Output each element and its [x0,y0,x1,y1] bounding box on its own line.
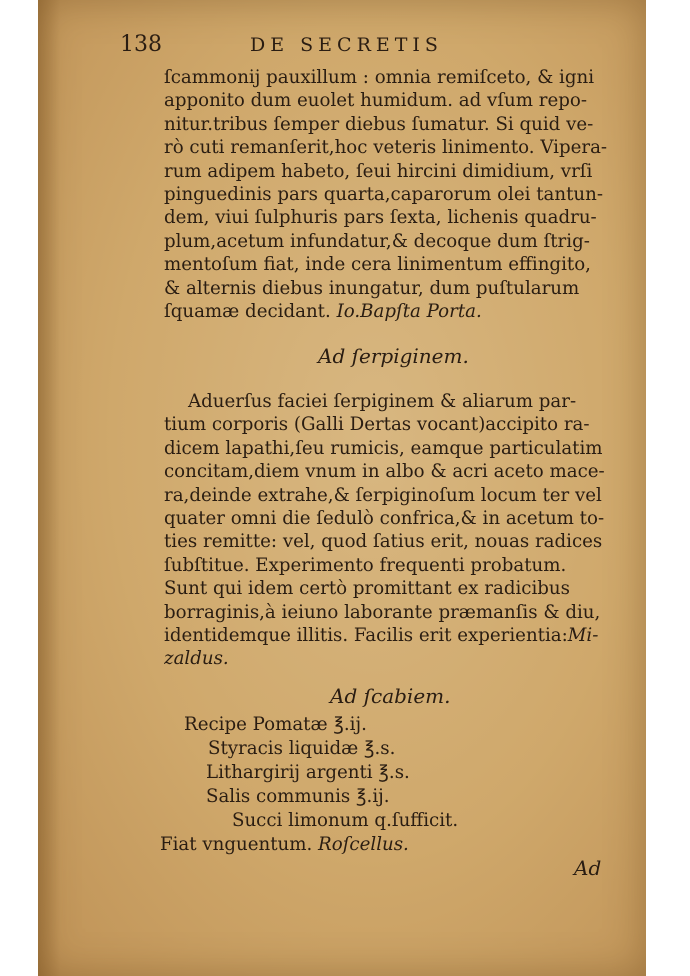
recipe-instruction: Fiat vnguentum. [160,834,313,855]
text-line: rum adipem habeto, ſeui hircini dimidium, vrſi [164,160,593,182]
recipe-line: Succi limonum q.ſufficit. [232,810,459,831]
text-line: ſcammonij pauxillum : omnia remiſceto, & igni [164,67,595,88]
paragraph-scabies-remedy [164,66,620,323]
text-line: ſubſtitue. Experimento frequenti probatum. [164,554,567,576]
recipe-line: Salis communis ℥.ij. [206,786,390,807]
text-line: concitam,diem vnum in albo & acri aceto mace- [164,461,605,483]
author-attribution: Roſcellus. [318,834,409,855]
text-line-end: identidemque illitis. Facilis erit experientia: [164,624,568,646]
text-line: pinguedinis pars quarta,caparorum olei tantun- [164,183,603,205]
page-number: 138 [120,32,162,57]
text-line: mentoſum fiat, inde cera linimentum effingito, [164,254,591,276]
section-heading-scabies: Ad ſcabiem. [330,684,451,708]
text-line: rò cuti remanſerit,hoc veteris linimento. Vipera- [164,137,608,159]
text-line [164,300,620,323]
text-line: dicem lapathi,ſeu rumicis, eamque particulatim [164,437,603,459]
text-line: ties remitte: vel, quod ſatius erit, nouas radices [164,531,603,553]
text-line: apponito dum euolet humidum. ad vſum repo- [164,90,587,112]
author-attribution-end: zaldus. [164,648,229,670]
running-title: DE SECRETIS [250,34,443,56]
author-attribution: Io.Bapſta Porta. [336,300,482,322]
section-heading-serpigo: Ad ſerpiginem. [318,344,469,368]
recipe-line: Styracis liquidæ ℥.s. [208,738,396,759]
text-line: dem, viui ſulphuris pars ſexta, lichenis quadru- [164,207,597,229]
recipe-closing-line [160,834,409,855]
text-line: plum,acetum infundatur,& decoque dum ſtrig- [164,230,590,252]
text-line-end: ſquamæ decidant. [164,300,331,322]
text-line: quater omni die ſedulò confrica,& in acetum to- [164,507,605,529]
recipe-line: Recipe Pomatæ ℥.ij. [184,714,367,735]
text-line: ra,deinde extrahe,& ſerpiginoſum locum ter vel [164,484,602,506]
text-line: Sunt qui idem certò promittant ex radicibus [164,578,570,600]
text-line: & alternis diebus inungatur, dum puſtularum [164,277,580,299]
text-line: nitur.tribus ſemper diebus ſumatur. Si quid ve- [164,113,594,135]
text-line: Aduerſus faciei ſerpiginem & aliarum par- [188,391,577,412]
catchword: Ad [574,856,602,880]
text-line: borraginis,à ieiuno laborante præmanſis & diu, [164,601,601,623]
page-gutter-shadow [38,0,60,976]
author-attribution-start: Mi- [567,624,599,646]
recipe-line: Lithargirij argenti ℥.s. [206,762,410,783]
text-line: tium corporis (Galli Dertas vocant)accipito ra- [164,414,590,436]
paragraph-serpigo-remedy [164,390,620,671]
text-line [164,624,620,647]
page-header [120,32,550,62]
